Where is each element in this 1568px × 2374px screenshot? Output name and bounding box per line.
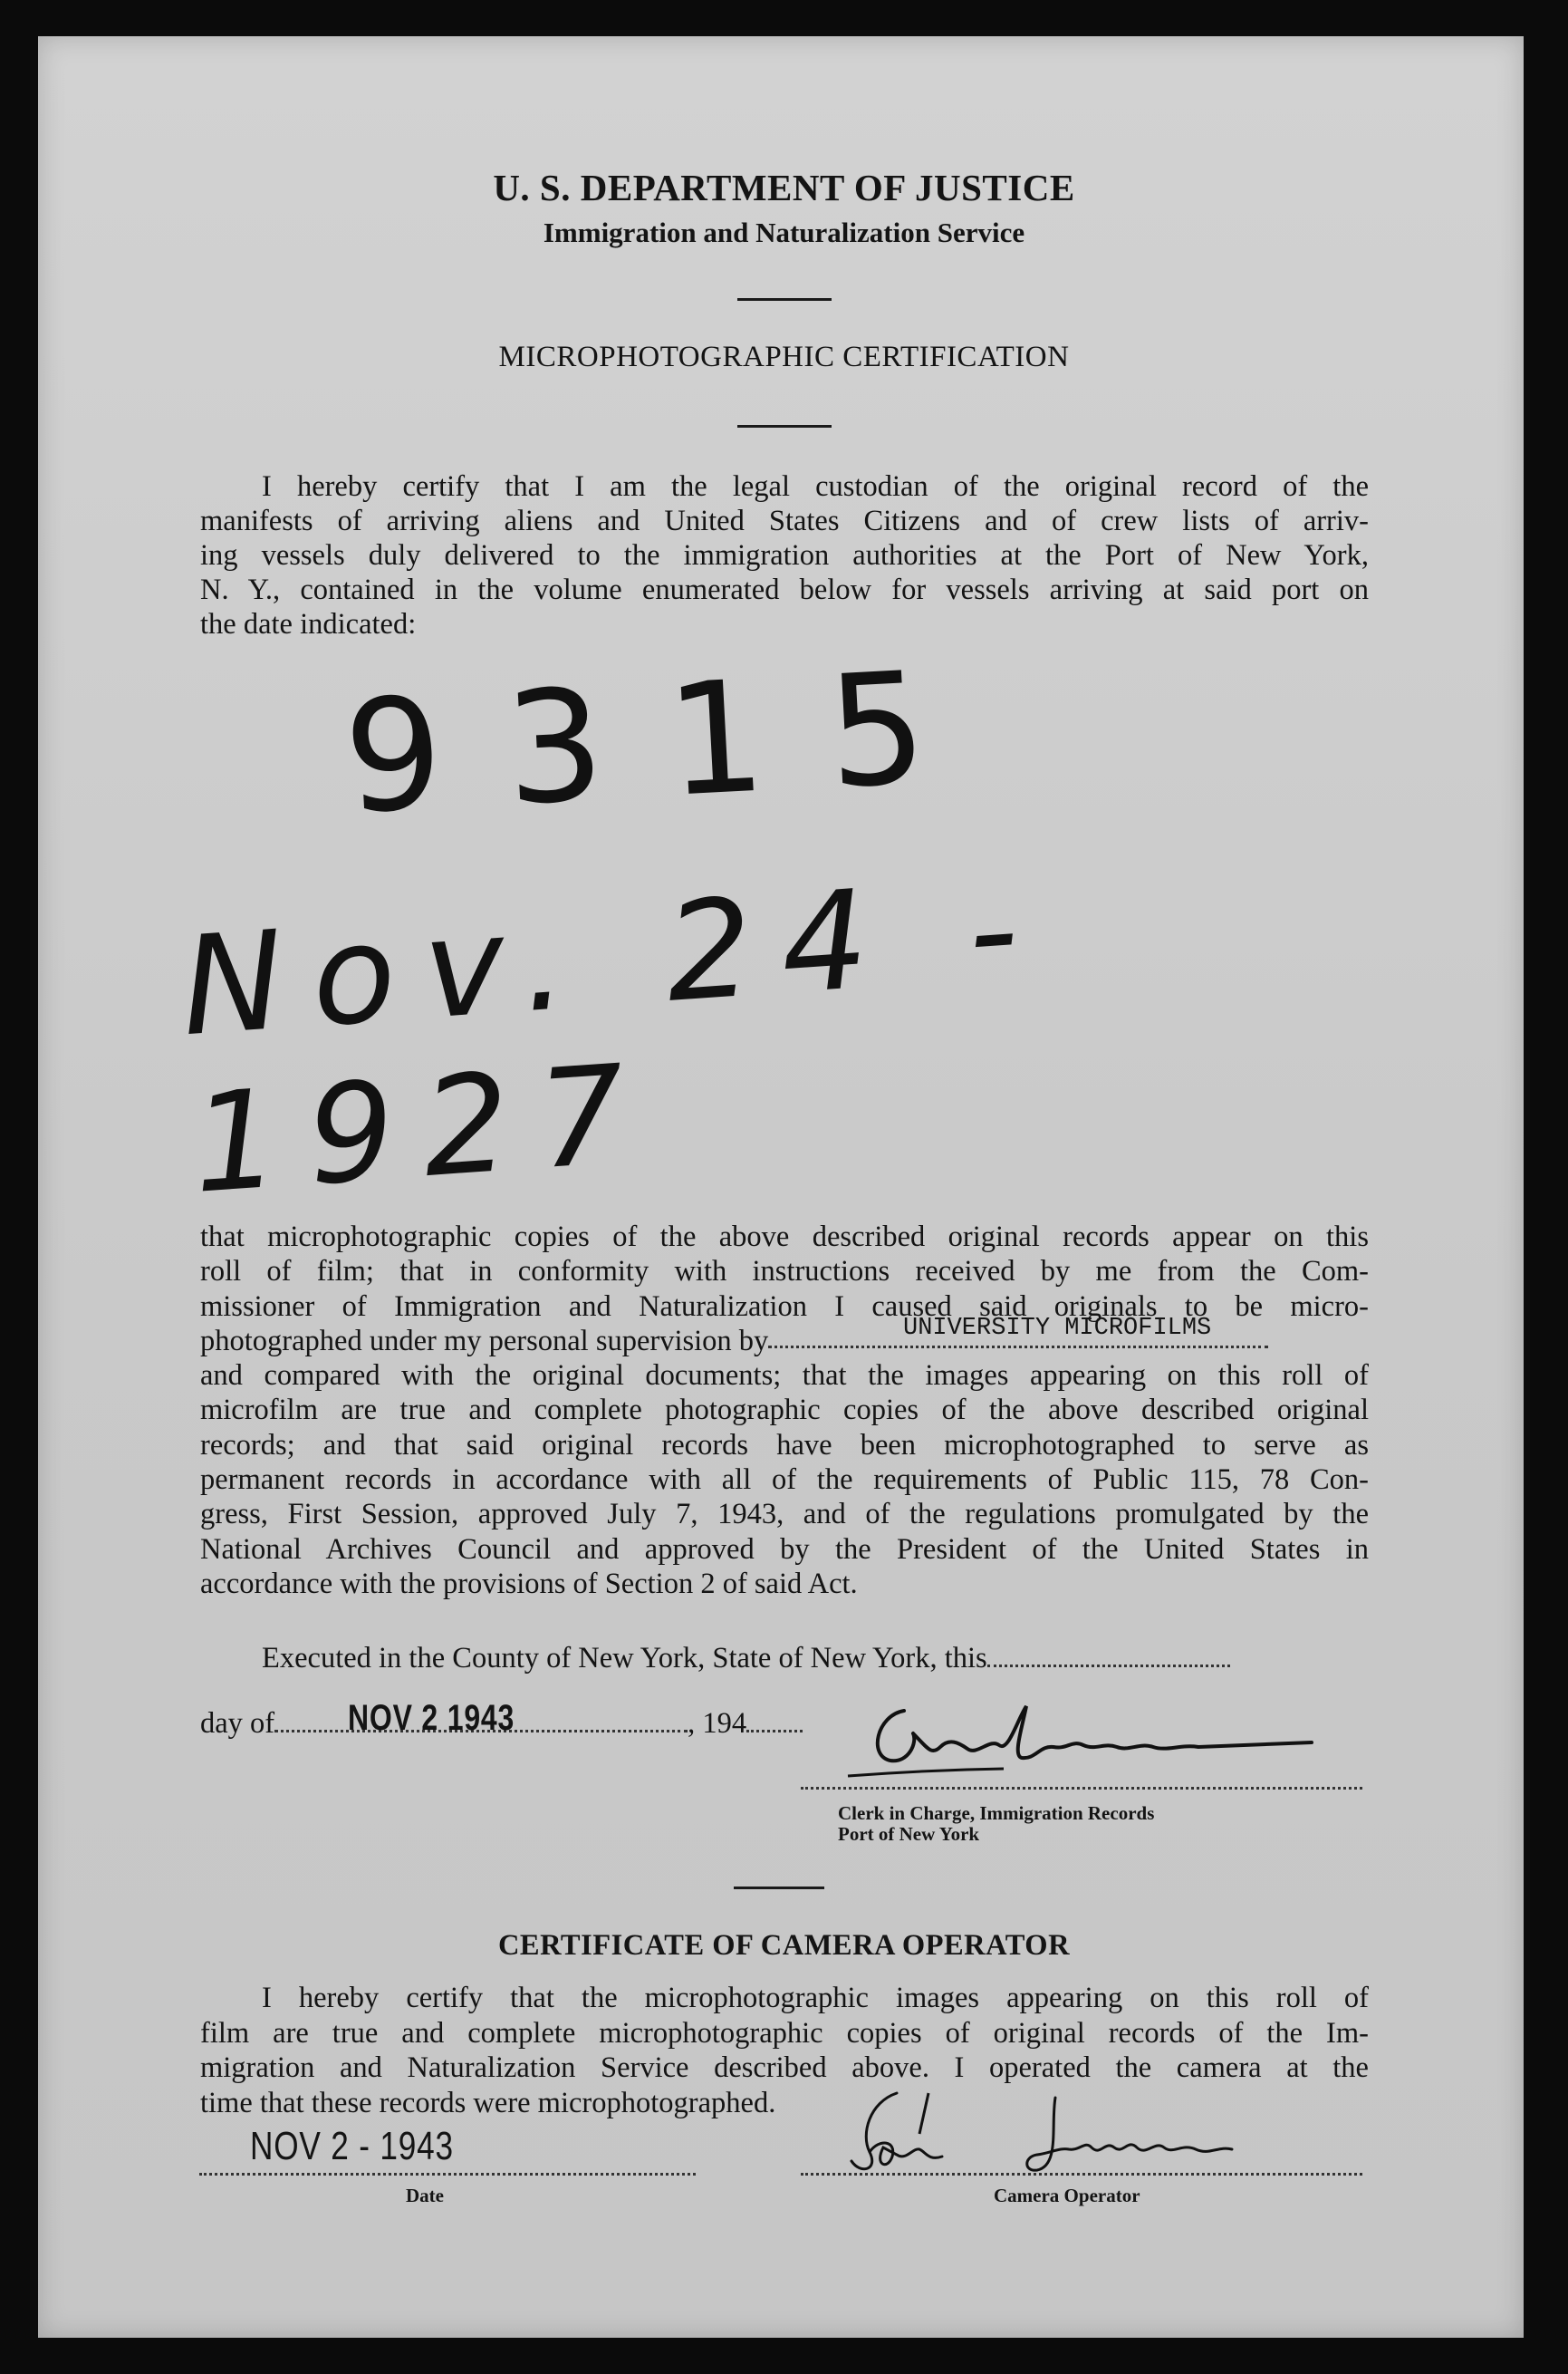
- camera-line-2: film are true and complete microphotographic copies of original records of the Im-: [200, 2016, 1369, 2050]
- executed-day-dots: [987, 1646, 1230, 1667]
- handwritten-arrival-date: Nov. 24 - 1927: [176, 848, 1053, 1224]
- camera-operator-label: Camera Operator: [994, 2185, 1140, 2206]
- execution-date-stamp: NOV 2 1943: [348, 1698, 515, 1738]
- camera-date-line: [199, 2162, 696, 2176]
- intro-paragraph: [200, 469, 1369, 642]
- body-line-2: roll of film; that in conformity with instructions received by me from the Com-: [200, 1255, 1369, 1288]
- body-line-4-prefix: photographed under my personal supervision by: [200, 1324, 769, 1357]
- intro-line-1: I hereby certify that I am the legal custodian of the original record of the: [262, 470, 1369, 503]
- camera-date-label: Date: [406, 2185, 444, 2206]
- body-line-5: and compared with the original documents; that the images appearing on this roll of: [200, 1359, 1369, 1393]
- year-prefix: , 194: [688, 1707, 747, 1740]
- handwritten-volume-number: 9315: [340, 635, 995, 849]
- executed-line: [262, 1642, 1230, 1675]
- body-line-8: permanent records in accordance with all of the requirements of Public 115, 78 Con-: [200, 1463, 1369, 1497]
- camera-operator-line: [801, 2162, 1362, 2176]
- year-dots: [746, 1712, 803, 1732]
- divider-camera: [734, 1887, 824, 1889]
- body-line-9: gress, First Session, approved July 7, 1943, and of the regulations promulgated by the: [200, 1498, 1369, 1531]
- body-line-6: microfilm are true and complete photographic copies of the above described original: [200, 1394, 1369, 1427]
- intro-line-2: manifests of arriving aliens and United States Citizens and of crew lists of arriv-: [200, 505, 1369, 537]
- department-heading: U. S. DEPARTMENT OF JUSTICE: [493, 167, 1075, 208]
- certification-title: MICROPHOTOGRAPHIC CERTIFICATION: [498, 341, 1070, 373]
- day-of-label: day of: [200, 1707, 275, 1740]
- body-line-3: missioner of Immigration and Naturalization I caused said originals to be micro-: [200, 1289, 1369, 1323]
- executed-text: Executed in the County of New York, State of New York, this: [262, 1642, 987, 1674]
- camera-line-4: time that these records were microphotographed.: [200, 2086, 776, 2119]
- typed-company-name: UNIVERSITY MICROFILMS: [903, 1314, 1212, 1342]
- intro-line-3: ing vessels duly delivered to the immigration authorities at the Port of New York,: [200, 539, 1369, 572]
- camera-line-1: I hereby certify that the microphotographic images appearing on this roll of: [262, 1982, 1369, 2014]
- body-line-10: National Archives Council and approved by the President of the United States in: [200, 1532, 1369, 1566]
- intro-line-5: the date indicated:: [200, 608, 417, 641]
- clerk-title-line-1: Clerk in Charge, Immigration Records: [838, 1802, 1155, 1824]
- clerk-signature-line: [801, 1776, 1362, 1790]
- body-paragraph: [200, 1220, 1369, 1601]
- body-line-7: records; and that said original records have been microphotographed to serve as: [200, 1428, 1369, 1462]
- clerk-title-line-2: Port of New York: [838, 1823, 980, 1845]
- body-line-1: that microphotographic copies of the above described original records appear on this: [200, 1221, 1369, 1253]
- camera-line-3: migration and Naturalization Service described above. I operated the camera at the: [200, 2051, 1369, 2084]
- intro-line-4: N. Y., contained in the volume enumerated below for vessels arriving at said port on: [200, 574, 1369, 606]
- camera-operator-title: CERTIFICATE OF CAMERA OPERATOR: [497, 1929, 1071, 1962]
- divider-second: [737, 425, 832, 428]
- body-line-11: accordance with the provisions of Section 2 of said Act.: [200, 1567, 858, 1600]
- body-line-4: [200, 1314, 1369, 1358]
- camera-date-stamp: NOV 2 - 1943: [250, 2124, 454, 2168]
- clerk-title: [838, 1803, 1154, 1845]
- service-subheading: Immigration and Naturalization Service: [543, 217, 1025, 248]
- divider-top: [737, 298, 832, 301]
